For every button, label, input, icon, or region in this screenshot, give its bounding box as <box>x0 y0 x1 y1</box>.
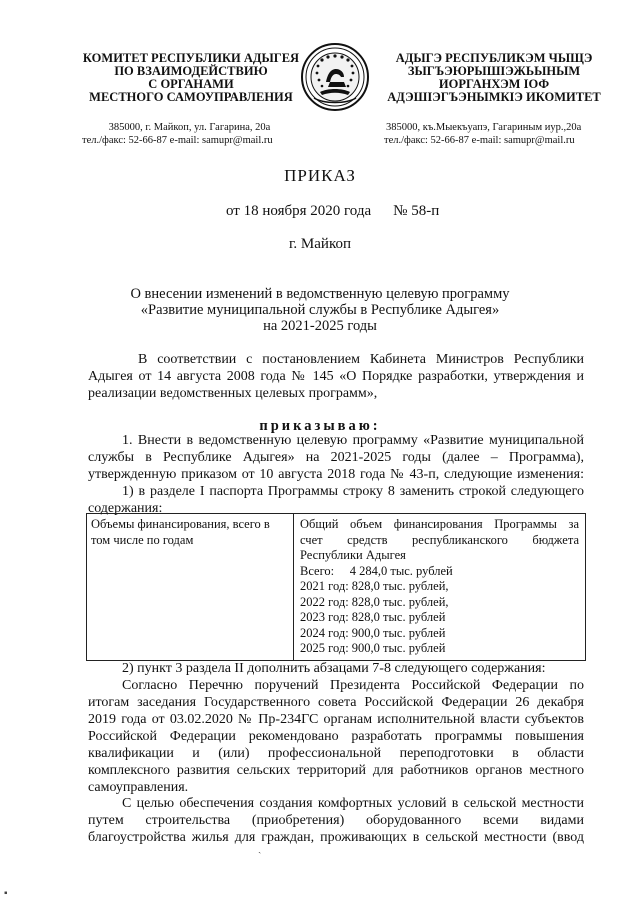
document-title: ПРИКАЗ <box>284 166 356 185</box>
paragraph-line: службы в Республике Адыгея» на 2021-2025 годы (далее – Программа), <box>88 450 584 465</box>
paragraph-line: итогам заседания Государственного совета Российской Федерации 26 декабря <box>88 695 584 710</box>
header-right-address <box>384 121 614 147</box>
paragraph-line: 2019 года от 03.02.2020 № Пр-234ГС органам исполнительной власти субъектов <box>88 712 584 727</box>
document-subject <box>0 286 640 334</box>
decree-word: приказываю: <box>259 418 381 434</box>
paragraph-line: 1) в разделе I паспорта Программы строку 8 заменить строкой следующего <box>122 484 584 499</box>
paragraph-line: путем строительства (приобретения) оборудованного всеми видами <box>88 813 584 828</box>
paragraph-line: В соответствии с постановлением Кабинета Министров Республики <box>138 352 584 367</box>
cell-line: том числе по годам <box>91 532 194 547</box>
header-right-org <box>378 52 610 104</box>
paragraph-line: реализации ведомственных целевых программ», <box>88 386 378 401</box>
cell-line: счет средств республиканского бюджета <box>300 532 579 547</box>
coat-of-arms-icon <box>300 42 370 112</box>
cell-line: Объемы финансирования, всего в <box>91 517 270 531</box>
year-line: 2022 год: 828,0 тыс. рублей, <box>300 594 449 609</box>
subject-line: «Развитие муниципальной службы в Республике Адыгея» <box>140 302 500 318</box>
header-right-line: ИОРГАНХЭМ ІОФ <box>438 77 550 91</box>
paragraph-line: самоуправления. <box>88 780 189 795</box>
year-line: 2025 год: 900,0 тыс. рублей <box>300 641 446 655</box>
paragraph-line: Адыгея от 14 августа 2008 года № 145 «О Порядке разработки, утверждения и <box>88 369 584 384</box>
paragraph-line: Российской Федерации рекомендовано разработать программы повышения <box>88 729 584 744</box>
scan-speck: ˎ <box>258 843 262 854</box>
header-right-line: АДЭШІЭГЪЭНЫМКІЭ ИКОМИТЕТ <box>387 90 601 104</box>
paragraph-line: утвержденную приказом от 10 августа 2018 года № 43-п, следующие изменения: <box>88 467 584 482</box>
paragraph-line: содержания: <box>88 501 163 516</box>
contact-line: тел./факс: 52-66-87 e-mail: samupr@mail.ru <box>82 135 273 146</box>
total-label: Всего: <box>300 563 335 578</box>
subject-line: О внесении изменений в ведомственную целевую программу <box>130 286 510 302</box>
table-row <box>87 514 586 661</box>
contact-line: тел./факс: 52-66-87 e-mail: samupr@mail.ru <box>384 135 575 146</box>
paragraph-line: квалификации и (или) профессиональной переподготовки в области <box>88 746 584 761</box>
preamble-paragraph <box>88 351 584 402</box>
paragraph-line: Согласно Перечню поручений Президента Российской Федерации по <box>122 678 584 693</box>
paragraph-b <box>88 795 584 846</box>
paragraph-line: 2) пункт 3 раздела II дополнить абзацами 7-8 следующего содержания: <box>122 661 546 676</box>
total-line <box>300 564 579 580</box>
cell-line: Республики Адыгея <box>300 548 406 562</box>
cell-line: Общий объем финансирования Программы за <box>300 517 579 531</box>
header-right-line: ЗЫГЪЭЮРЫШІЭЖЬЫНЫМ <box>407 64 581 78</box>
year-line: 2021 год: 828,0 тыс. рублей, <box>300 579 449 593</box>
paragraph-line: комплексного развития сельских территорий для работников органов местного <box>88 763 584 778</box>
subject-line: на 2021-2025 годы <box>263 318 377 334</box>
paragraph-line: 1. Внести в ведомственную целевую программу «Развитие муниципальной <box>122 433 584 448</box>
header-left-line: КОМИТЕТ РЕСПУБЛИКИ АДЫГЕЯ <box>82 51 300 65</box>
document-number: № 58-п <box>393 203 440 219</box>
paragraph-line: благоустройства жилья для граждан, проживающих в сельской местности (ввод <box>88 830 584 845</box>
year-line: 2024 год: 900,0 тыс. рублей <box>300 625 446 640</box>
header-left-address <box>82 121 297 147</box>
total-value: 4 284,0 тыс. рублей <box>349 563 453 578</box>
header-left-line: ПО ВЗАИМОДЕЙСТВИЮ <box>114 64 268 78</box>
item-2-paragraph <box>88 660 584 677</box>
paragraph-a <box>88 677 584 796</box>
header-left-org <box>76 52 306 104</box>
financing-label-cell <box>87 514 294 661</box>
scan-speck: ▪ <box>4 888 8 899</box>
address-line: 385000, къ.Мыекъуапэ, Гагариным иур.,20а <box>386 122 582 133</box>
item-1-1-paragraph <box>88 483 584 517</box>
document-city: г. Майкоп <box>288 236 352 252</box>
paragraph-line: С целью обеспечения создания комфортных условий в сельской местности <box>122 796 584 811</box>
address-line: 385000, г. Майкоп, ул. Гагарина, 20а <box>108 122 271 133</box>
financing-table <box>86 513 586 661</box>
header-left-line: МЕСТНОГО САМОУПРАВЛЕНИЯ <box>89 90 293 104</box>
date-number-line <box>226 203 439 220</box>
header-right-line: АДЫГЭ РЕСПУБЛИКЭМ ЧЫЩЭ <box>395 51 593 65</box>
financing-value-cell <box>294 514 586 661</box>
year-line: 2023 год: 828,0 тыс. рублей <box>300 610 446 624</box>
item-1-paragraph <box>88 432 584 483</box>
header-left-line: С ОРГАНАМИ <box>148 77 234 91</box>
document-date: от 18 ноября 2020 года <box>226 203 372 219</box>
